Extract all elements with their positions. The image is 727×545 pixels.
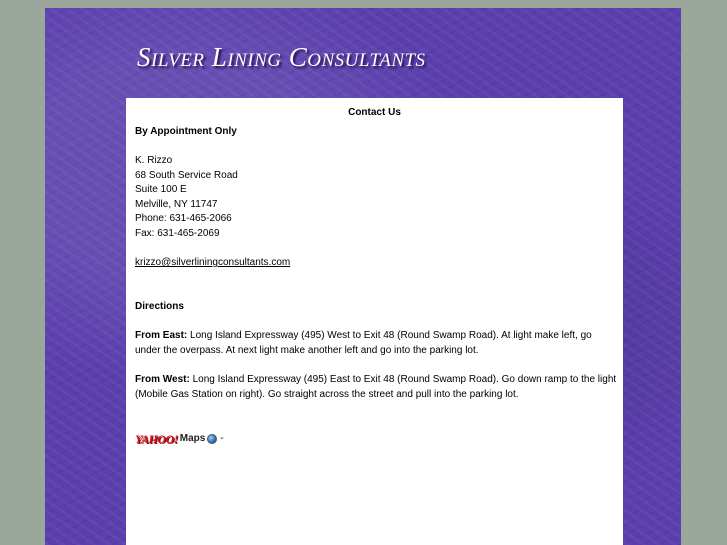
yahoo-maps-link[interactable]	[135, 433, 224, 445]
maps-label: Maps	[179, 433, 206, 444]
content-panel	[126, 98, 623, 545]
from-east-label: From East:	[135, 330, 188, 341]
contact-name: K. Rizzo	[135, 155, 173, 166]
yahoo-logo: YAHOO!	[135, 432, 178, 446]
from-west-label: From West:	[135, 374, 190, 385]
page-frame	[45, 8, 681, 545]
directions-from-west	[135, 372, 619, 402]
from-west-text: Long Island Expressway (495) East to Exit 48 (Round Swamp Road). Go down ramp to the light (Mobile Gas Station on right). Go straight across the street and pull into the parking lot.	[135, 374, 617, 400]
address-line-2: Suite 100 E	[135, 184, 187, 195]
from-east-text: Long Island Expressway (495) West to Exit 48 (Round Swamp Road). At light make left, go under the overpass. At next light make another left and go into the parking lot.	[135, 330, 592, 356]
email-link[interactable]: krizzo@silverliningconsultants.com	[135, 257, 291, 268]
address-city: Melville, NY 11747	[135, 199, 218, 210]
globe-icon	[207, 434, 217, 444]
maps-dash: -	[220, 433, 224, 444]
directions-title: Directions	[135, 301, 184, 312]
directions-from-east	[135, 328, 619, 358]
page-title: Contact Us	[348, 107, 401, 118]
fax-number: Fax: 631-465-2069	[135, 228, 220, 239]
phone-number: Phone: 631-465-2066	[135, 213, 232, 224]
appointment-note: By Appointment Only	[135, 126, 237, 137]
address-line-1: 68 South Service Road	[135, 170, 238, 181]
site-logo[interactable]: Silver Lining Consultants	[137, 42, 426, 72]
